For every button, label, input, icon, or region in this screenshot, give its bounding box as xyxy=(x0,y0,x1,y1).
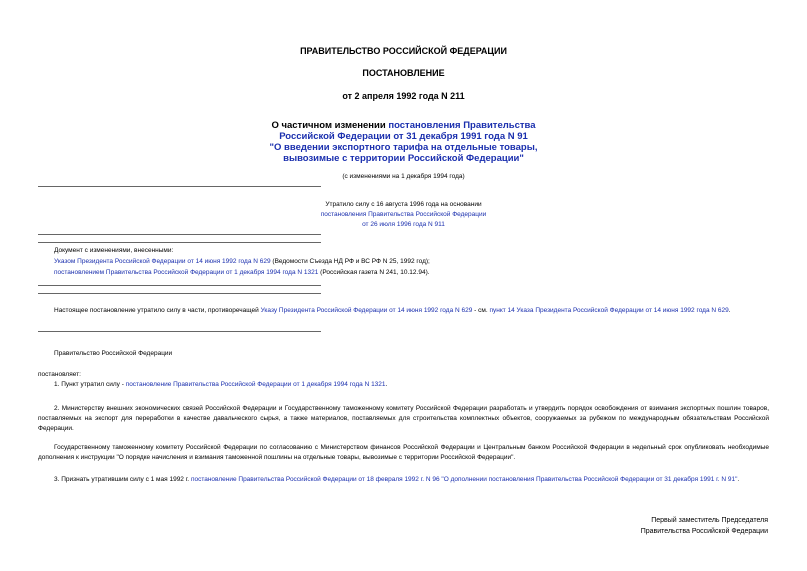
amended-item-2 xyxy=(54,268,430,279)
amended-item-1 xyxy=(54,257,430,268)
document-title xyxy=(0,120,807,164)
title-link-part4[interactable]: вывозимые с территории Российской Федерации" xyxy=(283,153,524,164)
note-text-1: Настоящее постановление утратило силу в части, противоречащей xyxy=(54,307,261,314)
title-link-part2[interactable]: Российской Федерации от 31 декабря 1991 года N 91 xyxy=(279,131,528,142)
expired-line2 xyxy=(0,210,807,220)
title-prefix: О частичном изменении xyxy=(271,120,389,131)
divider xyxy=(38,293,321,294)
note-link-2a[interactable]: пункт 14 Указа Президента Российской Федерации от 14 июня 1992 xyxy=(489,307,695,314)
expired-link-line2[interactable]: постановления Правительства Российской Федерации xyxy=(320,211,487,218)
p1-text: 1. Пункт утратил силу - xyxy=(54,381,126,388)
expired-line3 xyxy=(0,220,807,230)
signature-line2: Правительства Российской Федерации xyxy=(640,528,768,535)
p4-link[interactable]: постановление Правительства Российской Федерации от 18 февраля 1992 г. N 96 "О дополнении постановления Правительства Российской Федерации от 31 декабря 1991 г. N 91" xyxy=(190,476,738,483)
title-link-part3[interactable]: "О введении экспортного тарифа на отдельные товары, xyxy=(269,142,538,153)
note-paragraph xyxy=(38,306,769,316)
amended-text-2: (Российская газета N 241, 10.12.94). xyxy=(318,269,430,276)
p1-end: . xyxy=(385,381,388,388)
amended-link-1[interactable]: Указом Президента Российской Федерации от 14 июня 1992 года N 629 xyxy=(54,258,271,265)
divider xyxy=(38,331,321,332)
divider xyxy=(38,285,321,286)
date-number-heading: от 2 апреля 1992 года N 211 xyxy=(342,91,465,101)
amended-link-2[interactable]: постановлением Правительства Российской Федерации от 1 декабря 1994 года N 1321 xyxy=(54,269,319,276)
divider xyxy=(38,242,321,243)
paragraph-2: 2. Министерству внешних экономических связей Российской Федерации и Государственному таможенному комитету Российской Федерации разработать и утвердить порядок освобождения от взимания экспортных пошлин товаров, поставляемых на экспорт для переработки в качестве давальческого сырья, а также материалов, поставляемых для строительства комплектных объектов, сооружаемых за рубежом по международным обязательствам Российской Федерации. xyxy=(38,405,769,432)
note-text-2: - см. xyxy=(472,307,490,314)
p4-text: 3. Признать утратившим силу с 1 мая 1992 г. xyxy=(54,476,191,483)
doc-type-heading: ПОСТАНОВЛЕНИЕ xyxy=(362,68,445,78)
paragraph-3: Государственному таможенному комитету Российской Федерации по согласованию с Министерством финансов Российской Федерации и Центральным банком Российской Федерации в недельный срок опубликовать необходимые дополнения к инструкции "О порядке начисления и взимания таможенной пошлины на отдельные товары, вывозимые с территории Российской Федерации". xyxy=(38,444,769,461)
amended-heading: Документ с изменениями, внесенными: xyxy=(54,247,174,254)
note-link-1[interactable]: Указу Президента Российской Федерации от 14 июня 1992 года N 629 xyxy=(260,307,473,314)
amended-text-1: (Ведомости Съезда НД РФ и ВС РФ N 25, 1992 год); xyxy=(270,258,430,265)
note-link-2b[interactable]: года N 629 xyxy=(696,307,729,314)
note-text-3: . xyxy=(728,307,731,314)
paragraph-1 xyxy=(54,380,387,391)
expired-line1: Утратило силу с 16 августа 1996 года на основании xyxy=(325,201,482,208)
resolves-line: постановляет: xyxy=(38,371,81,378)
divider xyxy=(38,186,321,187)
p1-link[interactable]: постановление Правительства Российской Федерации от 1 декабря 1994 года N 1321 xyxy=(125,381,386,388)
expired-link-line3[interactable]: от 26 июля 1996 года N 911 xyxy=(362,221,445,228)
p4-end: . xyxy=(737,476,740,483)
divider xyxy=(38,234,321,235)
changes-note: (с изменениями на 1 декабря 1994 года) xyxy=(342,173,465,180)
paragraph-4 xyxy=(38,475,769,485)
title-link-part1[interactable]: постановления Правительства xyxy=(388,120,536,131)
signature-line1: Первый заместитель Председателя xyxy=(651,517,768,524)
government-line: Правительство Российской Федерации xyxy=(54,350,173,357)
org-heading: ПРАВИТЕЛЬСТВО РОССИЙСКОЙ ФЕДЕРАЦИИ xyxy=(300,46,507,56)
